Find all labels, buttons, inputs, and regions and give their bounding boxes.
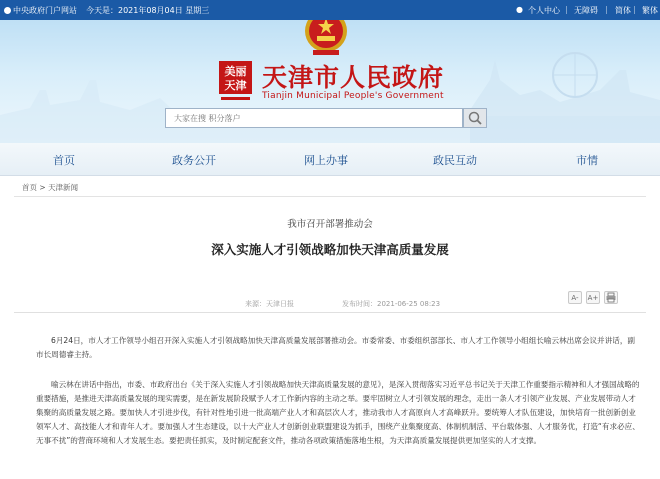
nav-item-government-affairs[interactable]: 政务公开 xyxy=(172,154,216,167)
print-icon xyxy=(605,292,617,303)
top-bar xyxy=(0,0,660,20)
font-increase-button[interactable]: A+ xyxy=(586,291,600,304)
nav-item-online-services[interactable]: 网上办事 xyxy=(304,154,348,167)
article-paragraph: 6月24日，市人才工作领导小组召开深入实施人才引领战略加快天津高质量发展部署推动会。市委常委、市委组织部部长、市人才工作领导小组组长喻云林出席会议并讲话，副市长周德睿主持。 xyxy=(36,336,636,359)
globe-icon xyxy=(4,7,11,14)
search-icon xyxy=(464,109,486,127)
traditional-link[interactable]: 繁体 xyxy=(642,6,658,15)
date-text: 今天是：2021年08月04日 星期三 xyxy=(86,6,210,15)
beautiful-tianjin-seal-icon xyxy=(218,60,253,104)
svg-text:美丽: 美丽 xyxy=(224,65,247,78)
main-nav xyxy=(0,143,660,176)
divider: | xyxy=(565,5,568,14)
divider: | xyxy=(633,5,636,14)
accessible-link[interactable]: 无障碍 xyxy=(574,6,598,15)
divider xyxy=(14,312,646,313)
breadcrumb xyxy=(22,182,78,193)
article-date: 发布时间：2021-06-25 08:23 xyxy=(342,300,441,308)
nav-item-home[interactable]: 首页 xyxy=(53,154,75,167)
breadcrumb-home[interactable]: 首页 xyxy=(22,183,37,192)
nav-item-public-interaction[interactable]: 政民互动 xyxy=(433,154,477,167)
header-banner xyxy=(0,20,660,143)
search-input[interactable] xyxy=(165,108,463,128)
article-headline: 深入实施人才引领战略加快天津高质量发展 xyxy=(211,242,449,257)
article-source: 来源：天津日报 xyxy=(245,300,294,308)
article-subtitle: 我市召开部署推动会 xyxy=(287,219,373,230)
print-button[interactable] xyxy=(604,291,618,304)
national-emblem-icon xyxy=(303,20,349,56)
breadcrumb-section[interactable]: 天津新闻 xyxy=(48,183,79,192)
svg-text:天津: 天津 xyxy=(224,79,247,92)
divider: | xyxy=(605,5,608,14)
personal-center-link[interactable]: 个人中心 xyxy=(528,6,560,15)
article-paragraph: 喻云林在讲话中指出，市委、市政府出台《关于深入实施人才引领战略加快天津高质量发展的意见》，是深入贯彻落实习近平总书记关于天津工作重要指示精神和人才强国战略的重要措施，是推进天津高质量发展的现实需要，是在新发展阶段赋予人才工作新内容的主动之举。要牢固树立人才引领发展的理念，走出一条人才引领产业发展、产业发展带动人才集聚的高质量发展之路。要加快人才引进步伐，有针对性地引进一批高端产业人才和高层次人才，推动我市人才高原向人才高峰跃升。要统筹人才队伍建设，加快培育一批创新创业领军人才、高技能人才和青年人才。要加强人才生态建设，以十大产业人才创新创业联盟建设为抓手，围绕产业集聚度高、体制机制活、平台载体强、人才服务优，打造“有求必应、无事不扰”的营商环境和人才发展生态。要把责任抓实，及时制定配套文件，推动各项政策措施落地生根，为天津高质量发展提供更加坚实的人才支撑。 xyxy=(36,380,640,445)
simplified-link[interactable]: 简体 xyxy=(615,6,631,15)
site-title-english: Tianjin Municipal People's Government xyxy=(262,91,444,101)
divider xyxy=(14,196,646,197)
search-button[interactable] xyxy=(463,108,487,128)
font-decrease-button[interactable]: A- xyxy=(568,291,582,304)
nav-item-city-info[interactable]: 市情 xyxy=(576,154,598,167)
site-title: 天津市人民政府 xyxy=(262,63,445,92)
user-icon: ● xyxy=(516,5,523,14)
portal-link[interactable]: 中央政府门户网站 xyxy=(4,5,77,16)
breadcrumb-separator: > xyxy=(39,183,49,192)
